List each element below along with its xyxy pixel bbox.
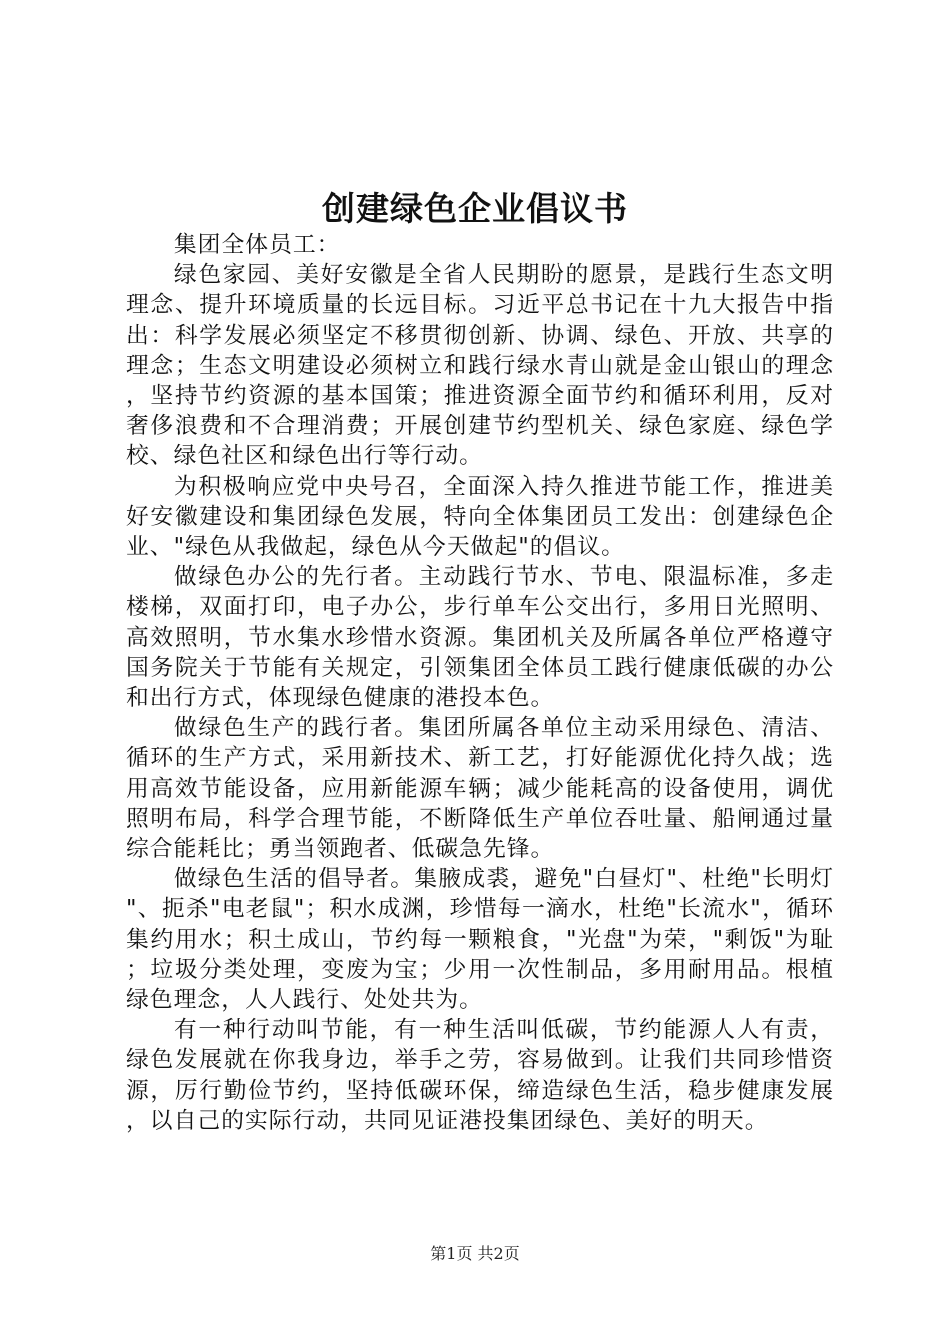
salutation: 集团全体员工： xyxy=(173,232,341,258)
paragraph-green-office: 做绿色办公的先行者。主动践行节水、节电、限温标准，多走楼梯，双面打印，电子办公，步行单车公交出行，多用日光照明、高效照明，节水集水珍惜水资源。集团机关及所属各单位严格遵守国务院关于节能有关规定，引领集团全体员工践行健康低碳的办公和出行方式，体现绿色健康的港投本色。 xyxy=(126,564,834,712)
paragraph-closing: 有一种行动叫节能，有一种生活叫低碳，节约能源人人有责，绿色发展就在你我身边，举手之劳，容易做到。让我们共同珍惜资源，厉行勤俭节约，坚持低碳环保，缔造绿色生活，稳步健康发展，以自己的实际行动，共同见证港投集团绿色、美好的明天。 xyxy=(126,1017,834,1134)
paragraph-intro: 绿色家园、美好安徽是全省人民期盼的愿景，是践行生态文明理念、提升环境质量的长远目标。习近平总书记在十九大报告中指出：科学发展必须坚定不移贯彻创新、协调、绿色、开放、共享的理念；生态文明建设必须树立和践行绿水青山就是金山银山的理念，坚持节约资源的基本国策；推进资源全面节约和循环利用，反对奢侈浪费和不合理消费；开展创建节约型机关、绿色家庭、绿色学校、绿色社区和绿色出行等行动。 xyxy=(126,262,834,470)
paragraph-green-production: 做绿色生产的践行者。集团所属各单位主动采用绿色、清洁、循环的生产方式，采用新技术、新工艺，打好能源优化持久战；选用高效节能设备，应用新能源车辆；减少能耗高的设备使用，调优照明布局，科学合理节能，不断降低生产单位吞吐量、船闸通过量综合能耗比；勇当领跑者、低碳急先锋。 xyxy=(126,715,834,863)
paragraph-green-life: 做绿色生活的倡导者。集腋成裘，避免"白昼灯"、杜绝"长明灯"、扼杀"电老鼠"；积水成渊，珍惜每一滴水，杜绝"长流水"，循环集约用水；积土成山，节约每一颗粮食，"光盘"为荣，"剩饭"为耻；垃圾分类处理，变废为宝；少用一次性制品，多用耐用品。根植绿色理念，人人践行、处处共为。 xyxy=(126,866,834,1014)
paragraph-proposal: 为积极响应党中央号召，全面深入持久推进节能工作，推进美好安徽建设和集团绿色发展，特向全体集团员工发出：创建绿色企业、"绿色从我做起，绿色从今天做起"的倡议。 xyxy=(126,473,834,561)
document-title: 创建绿色企业倡议书 xyxy=(322,189,628,228)
document-body xyxy=(126,230,834,1136)
page-number: 第1页 共2页 xyxy=(430,1244,520,1263)
